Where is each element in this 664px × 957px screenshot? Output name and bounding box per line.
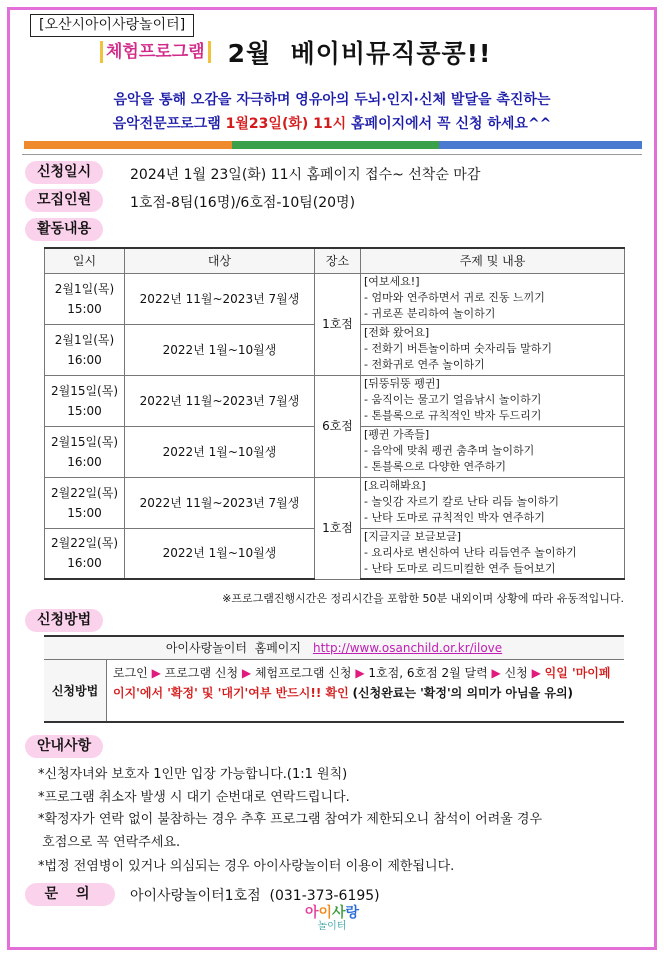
step-calendar: 1호점, 6호점 2월 달력 xyxy=(368,666,488,680)
topic-item: - 요리사로 변신하여 난타 리듬연주 놀이하기 xyxy=(364,545,577,559)
apply-date-value: 2024년 1월 23일(화) 11시 홈페이지 접수~ 선착순 마감 xyxy=(130,167,481,183)
recruit-label: 모집인원 xyxy=(25,189,103,212)
col-header-date: 일시 xyxy=(45,248,125,273)
topic-title: [지글지글 보글보글] xyxy=(364,529,462,543)
date: 2월1일(목) xyxy=(54,332,115,347)
date-cell xyxy=(45,477,125,528)
method-row-label: 신청방법 xyxy=(44,660,107,721)
site-label: 아이사랑놀이터 홈페이지 xyxy=(165,641,301,655)
topic-item: - 난타 도마로 규칙적인 박자 연주하기 xyxy=(364,510,545,524)
date-cell xyxy=(45,375,125,426)
col-header-topic: 주제 및 내용 xyxy=(361,248,625,273)
method-site-row xyxy=(44,635,624,660)
schedule-table xyxy=(44,247,625,580)
target-cell: 2022년 11월~2023년 7월생 xyxy=(125,273,315,324)
col-header-place: 장소 xyxy=(315,248,361,273)
topic-cell xyxy=(361,273,625,324)
step-login: 로그인 xyxy=(113,666,148,680)
guide-item: 호점으로 꼭 연락주세요. xyxy=(38,835,181,850)
confirm-caution: (신청완료는 '확정'의 의미가 아님을 유의) xyxy=(352,686,574,700)
date: 2월22일(목) xyxy=(50,536,119,551)
confirm-warning: 익일 '마이페이지'에서 '확정' 및 '대기'여부 반드시!! 확인 xyxy=(113,666,611,700)
topic-item: - 톤블록으로 다양한 연주하기 xyxy=(364,459,506,473)
topic-title: [전화 왔어요] xyxy=(364,325,430,339)
topic-title: [펭귄 가족들] xyxy=(364,427,430,441)
intro-line-2 xyxy=(0,113,664,133)
table-row xyxy=(45,375,625,426)
guide-item: *신청자녀와 보호자 1인만 입장 가능합니다.(1:1 원칙) xyxy=(38,767,348,782)
step-program: 프로그램 신청 xyxy=(164,666,239,680)
intro-deadline: 1월23일(화) 11시 xyxy=(225,116,347,132)
guide-item: *프로그램 취소자 발생 시 대기 순번대로 연락드립니다. xyxy=(38,790,350,805)
logo-char: 사 xyxy=(332,905,346,921)
topic-item: - 난타 도마로 리드미컬한 연주 들어보기 xyxy=(364,561,556,575)
step-experience: 체험프로그램 신청 xyxy=(254,666,352,680)
guide-item: *법정 전염병이 있거나 의심되는 경우 아이사랑놀이터 이용이 제한됩니다. xyxy=(38,859,455,874)
step-apply: 신청 xyxy=(504,666,528,680)
activity-label: 활동내용 xyxy=(25,218,103,241)
intro-suffix: 홈페이지에서 꼭 신청 하세요^^ xyxy=(346,116,552,132)
method-body-row xyxy=(44,660,624,723)
time: 16:00 xyxy=(67,352,102,367)
page-title: 2월 베이비뮤직콩콩!! xyxy=(227,39,492,68)
color-bar-blue xyxy=(439,141,642,149)
topic-title: [요리해봐요] xyxy=(364,478,426,492)
topic-item: - 움직이는 물고기 얼음낚시 놀이하기 xyxy=(364,392,542,406)
date: 2월15일(목) xyxy=(50,434,119,449)
program-tag: 체험프로그램 xyxy=(100,41,211,63)
target-cell: 2022년 11월~2023년 7월생 xyxy=(125,375,315,426)
time: 15:00 xyxy=(67,403,102,418)
logo-char: 랑 xyxy=(345,905,360,921)
logo-subtext: 놀이터 xyxy=(317,921,347,932)
topic-item: - 전화귀로 연주 놀이하기 xyxy=(364,357,485,371)
topic-item: - 음악에 맞춰 펭귄 춤추며 놀이하기 xyxy=(364,443,535,457)
topic-item: - 놀잇감 자르기 칼로 난타 리듬 놀이하기 xyxy=(364,494,559,508)
color-bar-green xyxy=(232,141,439,149)
date: 2월1일(목) xyxy=(54,281,115,296)
topic-item: - 엄마와 연주하면서 귀로 진동 느끼기 xyxy=(364,290,545,304)
topic-title: [뒤뚱뒤뚱 펭귄] xyxy=(364,376,440,390)
date-cell xyxy=(45,426,125,477)
time: 15:00 xyxy=(67,505,102,520)
org-tag: [오산시아이사랑놀이터] xyxy=(30,14,194,37)
color-bar-orange xyxy=(24,141,232,149)
contact-label: 문의 xyxy=(25,883,115,906)
topic-item: - 전화기 버튼놀이하며 숫자리듬 말하기 xyxy=(364,341,552,355)
time: 16:00 xyxy=(67,454,102,469)
logo xyxy=(296,906,368,936)
recruit-value: 1호점-8팀(16명)/6호점-10팀(20명) xyxy=(130,195,356,211)
contact-value: 아이사랑놀이터1호점 (031-373-6195) xyxy=(130,888,380,904)
table-row xyxy=(45,273,625,324)
logo-char: 이 xyxy=(318,905,332,921)
arrow-right-icon: ▶ xyxy=(151,666,161,680)
target-cell: 2022년 1월~10월생 xyxy=(125,528,315,579)
topic-cell xyxy=(361,324,625,375)
date: 2월15일(목) xyxy=(50,383,119,398)
topic-title: [여보세요!] xyxy=(364,274,420,288)
guide-item: *확정자가 연락 없이 불참하는 경우 추후 프로그램 참여가 제한되오니 참석이 어려울 경우 xyxy=(38,812,543,827)
divider xyxy=(22,154,642,155)
date-cell xyxy=(45,324,125,375)
guide-label: 안내사항 xyxy=(25,735,103,758)
method-steps xyxy=(107,660,624,721)
arrow-right-icon: ▶ xyxy=(241,666,252,680)
table-row xyxy=(45,477,625,528)
topic-cell xyxy=(361,477,625,528)
homepage-link[interactable]: http://www.osanchild.or.kr/ilove xyxy=(312,641,503,655)
arrow-right-icon: ▶ xyxy=(491,666,501,680)
target-cell: 2022년 1월~10월생 xyxy=(125,426,315,477)
schedule-note: ※프로그램진행시간은 정리시간을 포함한 50분 내외이며 상황에 따라 유동적입니다. xyxy=(222,592,624,605)
topic-cell xyxy=(361,426,625,477)
intro-line-1: 음악을 통해 오감을 자극하며 영유아의 두뇌·인지·신체 발달을 촉진하는 xyxy=(113,92,551,108)
target-cell: 2022년 11월~2023년 7월생 xyxy=(125,477,315,528)
method-label: 신청방법 xyxy=(25,609,103,632)
arrow-right-icon: ▶ xyxy=(531,666,541,680)
arrow-right-icon: ▶ xyxy=(355,666,365,680)
col-header-target: 대상 xyxy=(125,248,315,273)
place-cell: 1호점 xyxy=(315,477,361,579)
topic-cell xyxy=(361,528,625,579)
time: 15:00 xyxy=(67,301,102,316)
date: 2월22일(목) xyxy=(50,485,119,500)
apply-date-label: 신청일시 xyxy=(25,161,103,184)
date-cell xyxy=(45,273,125,324)
date-cell xyxy=(45,528,125,579)
logo-char: 아 xyxy=(304,905,319,921)
method-box xyxy=(44,635,624,723)
target-cell: 2022년 1월~10월생 xyxy=(125,324,315,375)
table-header-row xyxy=(45,248,625,273)
intro-prefix: 음악전문프로그램 xyxy=(112,116,226,132)
place-cell: 1호점 xyxy=(315,273,361,375)
place-cell: 6호점 xyxy=(315,375,361,477)
title-row xyxy=(100,34,491,78)
topic-item: - 톤블록으로 규칙적인 박자 두드리기 xyxy=(364,408,542,422)
topic-cell xyxy=(361,375,625,426)
topic-item: - 귀로폰 분리하여 놀이하기 xyxy=(364,306,496,320)
time: 16:00 xyxy=(67,556,102,571)
